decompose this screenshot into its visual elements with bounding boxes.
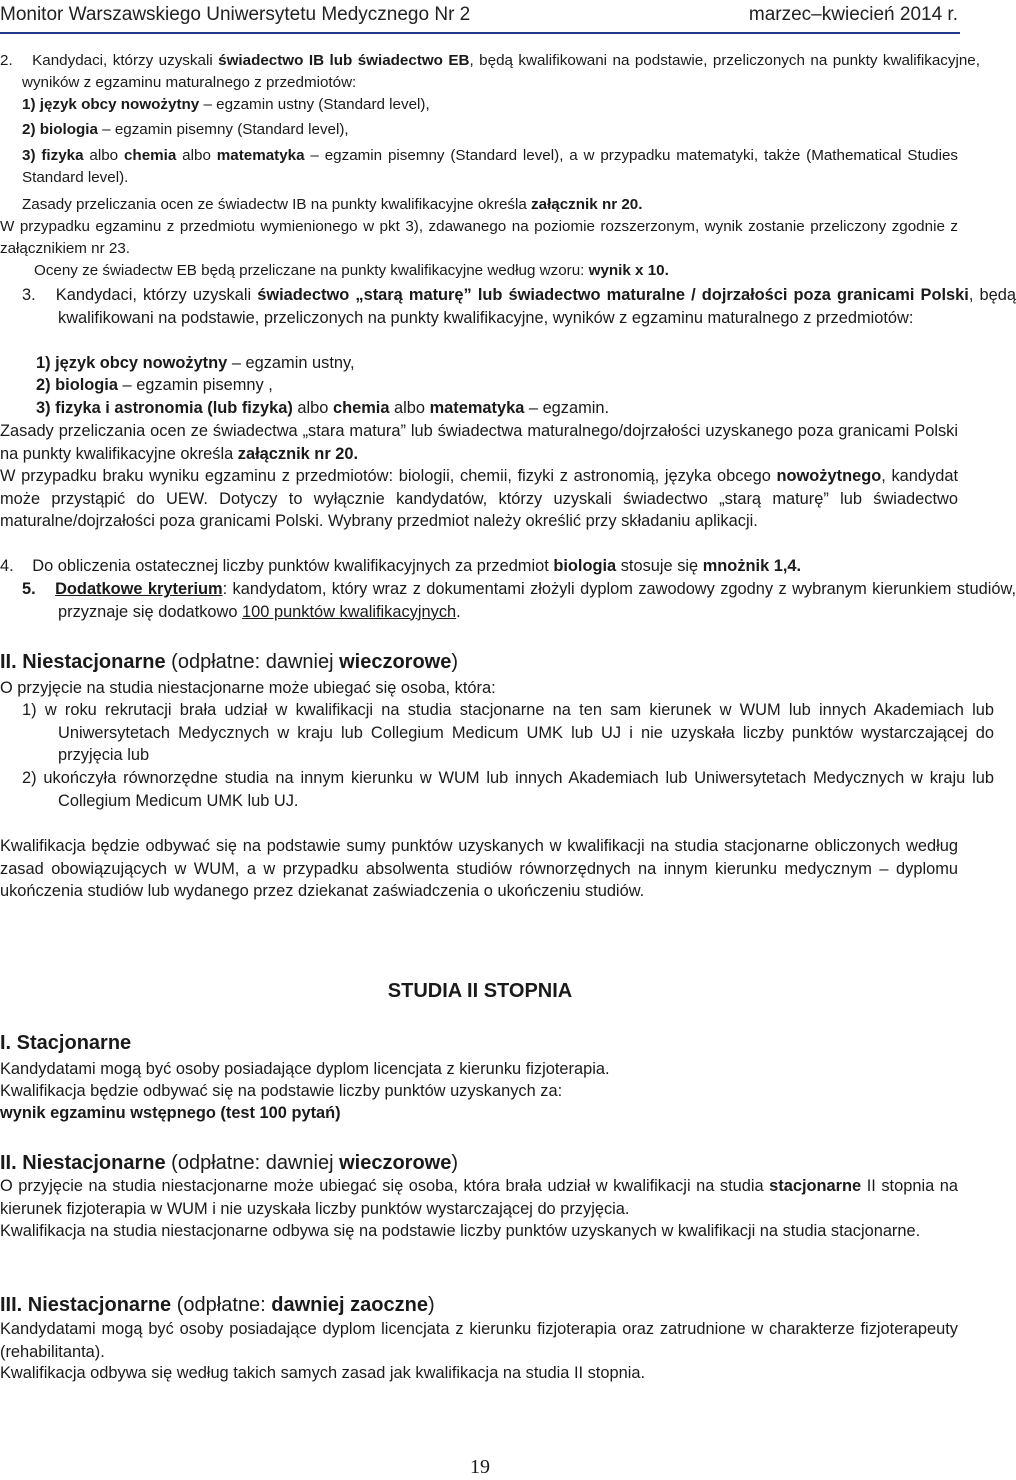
s2-number: 2. <box>0 52 13 69</box>
s3-item-2: 2) biologia – egzamin pisemny , <box>36 376 273 394</box>
ii-niestacjonarne-heading: II. Niestacjonarne (odpłatne: dawniej wieczorowe) <box>0 1152 459 1174</box>
ii-niestacjonarne-p2: Kwalifikacja na studia niestacjonarne odbywa się na podstawie liczby punktów uzyskanych w kwalifikacji na studia stacjonarne. <box>0 1222 921 1240</box>
journal-title: Monitor Warszawskiego Uniwersytetu Medycznego Nr 2 <box>0 4 471 25</box>
s3-rules: Zasady przeliczania ocen ze świadectwa „stara matura” lub świadectwa maturalnego/dojrzałości uzyskanego poza granicami Polski na punkty kwalifikacyjne określa załącznik nr 20. <box>0 422 958 463</box>
ii-stacjonarne-heading: I. Stacjonarne <box>0 1032 132 1054</box>
issue-date: marzec–kwiecień 2014 r. <box>748 4 958 25</box>
page-header <box>0 0 960 26</box>
s3-lack: W przypadku braku wyniku egzaminu z przedmiotów: biologii, chemii, fizyki z astronomią, języka obcego nowożytnego, kandydat może przystąpić do UEW. Dotyczy to wyłącznie kandydatów, którzy uzyskali świadectwo „starą maturę” lub świadectwo maturalne/dojrzałości poza granicami Polski. Wybrany przedmiot należy określić przy składaniu aplikacji. <box>0 467 958 530</box>
s5-number: 5. <box>22 580 36 598</box>
studia-ii-stopnia-title: STUDIA II STOPNIA <box>387 980 573 1002</box>
iii-niestacjonarne-p1: Kandydatami mogą być osoby posiadające dyplom licencjata z kierunku fizjoterapia oraz zatrudnione w charakterze fizjoterapeuty (rehabilitanta). <box>0 1320 958 1361</box>
s2-rules: Zasady przeliczania ocen ze świadectw IB na punkty kwalifikacyjne określa załącznik nr 20. <box>22 196 643 213</box>
ii-stacjonarne-p2: Kwalifikacja będzie odbywać się na podstawie liczby punktów uzyskanych za: <box>0 1082 563 1100</box>
s2-item-2: 2) biologia – egzamin pisemny (Standard level), <box>22 121 349 138</box>
s3-item-3: 3) fizyka i astronomia (lub fizyka) albo chemia albo matematyka – egzamin. <box>36 399 610 417</box>
s2-item-1: 1) język obcy nowożytny – egzamin ustny (Standard level), <box>22 96 430 113</box>
s3-intro: 3. Kandydaci, którzy uzyskali świadectwo „starą maturę” lub świadectwo maturalne / dojrzałości poza granicami Polski, będą kwalifikowani na podstawie, przeliczonych na punkty kwalifikacyjne, wyników z egzaminu maturalnego z przedmiotów: <box>22 286 1016 327</box>
s2-extended: W przypadku egzaminu z przedmiotu wymienionego w pkt 3), zdawanego na poziomie rozszerzonym, wynik zostanie przeliczony zgodnie z załącznikiem nr 23. <box>0 218 958 257</box>
s4-number: 4. <box>0 557 14 575</box>
s2-eb: Oceny ze świadectw EB będą przeliczane na punkty kwalifikacyjne według wzoru: wynik x 10. <box>34 262 669 279</box>
iii-niestacjonarne-p2: Kwalifikacja odbywa się według takich samych zasad jak kwalifikacja na studia II stopnia. <box>0 1364 646 1382</box>
part2-item-2: 2) ukończyła równorzędne studia na innym kierunku w WUM lub innych Akademiach lub Uniwersytetach Medycznych w kraju lub Collegium Medicum UMK lub UJ. <box>22 769 994 810</box>
part2-qualification: Kwalifikacja będzie odbywać się na podstawie sumy punktów uzyskanych w kwalifikacji na studia stacjonarne obliczonych według zasad obowiązujących w WUM, a w przypadku absolwenta studiów równorzędnych na innym kierunku medycznym – dyplomu ukończenia studiów lub wydanego przez dziekanat zaświadczenia o ukończeniu studiów. <box>0 837 958 900</box>
s2-intro: 2. Kandydaci, którzy uzyskali świadectwo IB lub świadectwo EB, będą kwalifikowani na podstawie, przeliczonych na punkty kwalifikacyjne, wyników z egzaminu maturalnego z przedmiotów: <box>0 52 980 91</box>
header-rule <box>0 32 960 34</box>
s3-item-1: 1) język obcy nowożytny – egzamin ustny, <box>36 354 355 372</box>
s5: 5. Dodatkowe kryterium: kandydatom, który wraz z dokumentami złożyli dyplom zawodowy zgodny z wybranym kierunkiem studiów, przyznaje się dodatkowo 100 punktów kwalifikacyjnych. <box>22 580 1016 621</box>
s2-item-3: 3) fizyka albo chemia albo matematyka – egzamin pisemny (Standard level), a w przypadku matematyki, także (Mathematical Studies Standard level). <box>22 147 959 186</box>
s4: 4. Do obliczenia ostatecznej liczby punktów kwalifikacyjnych za przedmiot biologia stosuje się mnożnik 1,4. <box>0 557 802 575</box>
part2-heading: II. Niestacjonarne (odpłatne: dawniej wieczorowe) <box>0 651 459 673</box>
page-number: 19 <box>470 1456 490 1478</box>
ii-niestacjonarne-p1: O przyjęcie na studia niestacjonarne może ubiegać się osoba, która brała udział w kwalifikacji na studia stacjonarne II stopnia na kierunek fizjoterapia w WUM i nie uzyskała liczby punktów wystarczającej do przyjęcia. <box>0 1177 958 1218</box>
ii-stacjonarne-p3: wynik egzaminu wstępnego (test 100 pytań) <box>0 1104 341 1122</box>
part2-intro: O przyjęcie na studia niestacjonarne może ubiegać się osoba, która: <box>0 679 496 697</box>
iii-niestacjonarne-heading: III. Niestacjonarne (odpłatne: dawniej zaoczne) <box>0 1294 435 1316</box>
part2-item-1: 1) w roku rekrutacji brała udział w kwalifikacji na studia stacjonarne na ten sam kierunek w WUM lub innych Akademiach lub Uniwersytetach Medycznych w kraju lub Collegium Medicum UMK lub UJ i nie uzyskała liczby punktów wystarczającej do przyjęcia lub <box>22 701 994 764</box>
ii-stacjonarne-p1: Kandydatami mogą być osoby posiadające dyplom licencjata z kierunku fizjoterapia. <box>0 1060 610 1078</box>
s3-number: 3. <box>22 286 36 304</box>
